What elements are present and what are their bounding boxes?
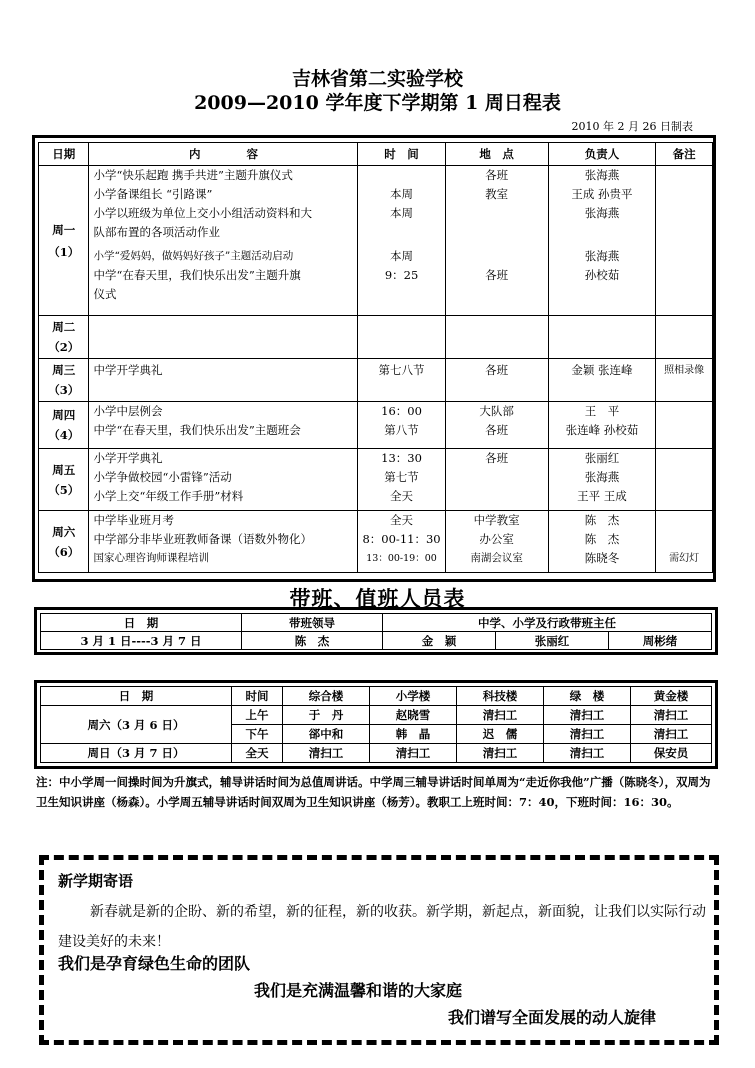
day-thursday: 周四 （4） — [39, 402, 89, 449]
content-monday: 小学“快乐起跑 携手共进”主题升旗仪式 小学备课组长 “引路课” 小学以班级为单位上交小小组活动资料和大 队部布置的各项活动作业 小学“爱妈妈，做妈妈好孩子”主题活动启动 中学“在春天里，我们快乐出发”主题升旗 仪式 — [89, 166, 358, 316]
wishes-paragraph: 新春就是新的企盼、新的希望，新的征程，新的收获。新学期，新起点，新面貌，让我们以实际行动建设美好的未来！ — [58, 904, 706, 950]
row-friday — [39, 449, 713, 511]
duty1-date: 3 月 1 日----3 月 7 日 — [41, 632, 242, 650]
header-place: 地 点 — [445, 143, 548, 166]
row-tuesday — [39, 316, 713, 359]
owner-friday: 张丽红 张海燕 王平 王成 — [548, 449, 656, 511]
content-thursday: 小学中层例会 中学“在春天里，我们快乐出发”主题班会 — [89, 402, 358, 449]
duty2-cell: 郤中和 — [283, 725, 370, 744]
wishes-title: 新学期寄语 — [58, 872, 134, 890]
duty2-cell: 韩 晶 — [370, 725, 457, 744]
duty2-cell: 保安员 — [631, 744, 712, 763]
row-monday — [39, 166, 713, 316]
time-wednesday: 第七八节 — [358, 359, 445, 402]
owner-thursday: 王 平 张连峰 孙校茹 — [548, 402, 656, 449]
duty2-cell: 清扫工 — [544, 725, 631, 744]
row-wednesday — [39, 359, 713, 402]
made-date: 2010 年 2 月 26 日制表 — [571, 120, 693, 133]
duty1-teacher: 周彬绪 — [609, 632, 712, 650]
time-monday: 本周 本周 本周 9：25 — [358, 166, 445, 316]
duty2-cell: 于 丹 — [283, 706, 370, 725]
duty1-teacher: 金 颖 — [383, 632, 496, 650]
duty2-cell: 全天 — [232, 744, 283, 763]
duty2-header-row — [41, 687, 712, 706]
duty1-teacher: 张丽红 — [496, 632, 609, 650]
duty2-cell: 清扫工 — [544, 744, 631, 763]
header-note: 备注 — [656, 143, 713, 166]
duty2-header: 时间 — [232, 687, 283, 706]
duty2-cell: 赵晓雪 — [370, 706, 457, 725]
duty2-cell: 清扫工 — [457, 706, 544, 725]
duty2-cell: 上午 — [232, 706, 283, 725]
time-saturday: 全天 8：00-11：30 13：00-19：00 — [358, 511, 445, 573]
owner-monday: 张海燕 王成 孙贵平 张海燕 张海燕 孙校茹 — [548, 166, 656, 316]
owner-saturday: 陈 杰 陈 杰 陈晓冬 — [548, 511, 656, 573]
day-saturday: 周六 （6） — [39, 511, 89, 573]
place-saturday: 中学教室 办公室 南湖会议室 — [445, 511, 548, 573]
day-monday: 周一 （1） — [39, 166, 89, 316]
duty2-sat-label: 周六（3 月 6 日） — [41, 706, 232, 744]
duty-building-table — [40, 686, 712, 763]
duty2-header: 科技楼 — [457, 687, 544, 706]
content-saturday: 中学毕业班月考 中学部分非毕业班教师备课（语数外物化） 国家心理咨询师课程培训 — [89, 511, 358, 573]
note-monday — [656, 166, 713, 316]
footnote: 注：中小学周一间操时间为升旗式，辅导讲话时间为总值周讲话。中学周三辅导讲话时间单周为“走近你我他”广播（陈晓冬），双周为卫生知识讲座（杨森）。小学周五辅导讲话时间双周为卫生知识讲座（杨芳）。教职工上班时间：7：40，下班时间：16：30。 — [36, 775, 711, 809]
duty2-sun-label: 周日（3 月 7 日） — [41, 744, 232, 763]
schedule-subtitle: 2009—2010 学年度下学期第 1 周日程表 — [194, 92, 561, 114]
duty1-header-leader: 带班领导 — [242, 614, 383, 632]
duty2-row-sun — [41, 744, 712, 763]
day-friday: 周五 （5） — [39, 449, 89, 511]
duty2-cell: 清扫工 — [631, 725, 712, 744]
day-tuesday: 周二 （2） — [39, 316, 89, 359]
wishes-line-1: 我们是孕育绿色生命的团队 — [58, 954, 251, 973]
row-thursday — [39, 402, 713, 449]
duty-title: 带班、值班人员表 — [289, 586, 466, 611]
duty2-row-sat-am — [41, 706, 712, 725]
duty2-cell: 清扫工 — [457, 744, 544, 763]
duty1-header-row — [41, 614, 712, 632]
time-friday: 13：30 第七节 全天 — [358, 449, 445, 511]
duty2-cell: 清扫工 — [631, 706, 712, 725]
place-monday: 各班 教室 各班 — [445, 166, 548, 316]
duty1-header-teachers: 中学、小学及行政带班主任 — [383, 614, 712, 632]
place-wednesday: 各班 — [445, 359, 548, 402]
wishes-line-3: 我们谱写全面发展的动人旋律 — [448, 1008, 657, 1027]
note-saturday: 需幻灯 — [656, 511, 713, 573]
header-content: 内 容 — [89, 143, 358, 166]
place-friday: 各班 — [445, 449, 548, 511]
duty1-row — [41, 632, 712, 650]
duty2-cell: 清扫工 — [283, 744, 370, 763]
duty-leader-table — [40, 613, 712, 650]
place-thursday: 大队部 各班 — [445, 402, 548, 449]
duty2-header: 日 期 — [41, 687, 232, 706]
header-time: 时 间 — [358, 143, 445, 166]
duty2-header: 黄金楼 — [631, 687, 712, 706]
time-thursday: 16：00 第八节 — [358, 402, 445, 449]
content-wednesday: 中学开学典礼 — [89, 359, 358, 402]
duty1-header-date: 日 期 — [41, 614, 242, 632]
school-title: 吉林省第二实验学校 — [291, 68, 463, 90]
note-wednesday: 照相录像 — [656, 359, 713, 402]
owner-wednesday: 金颖 张连峰 — [548, 359, 656, 402]
day-wednesday: 周三 （3） — [39, 359, 89, 402]
duty2-cell: 清扫工 — [370, 744, 457, 763]
duty1-leader: 陈 杰 — [242, 632, 383, 650]
content-friday: 小学开学典礼 小学争做校园“小雷锋”活动 小学上交“年级工作手册”材料 — [89, 449, 358, 511]
header-date: 日期 — [39, 143, 89, 166]
duty2-cell: 清扫工 — [544, 706, 631, 725]
duty2-cell: 下午 — [232, 725, 283, 744]
header-owner: 负责人 — [548, 143, 656, 166]
duty2-cell: 迟 儒 — [457, 725, 544, 744]
schedule-header-row — [39, 143, 713, 166]
duty2-header: 绿 楼 — [544, 687, 631, 706]
row-saturday — [39, 511, 713, 573]
duty2-header: 小学楼 — [370, 687, 457, 706]
duty2-header: 综合楼 — [283, 687, 370, 706]
wishes-line-2: 我们是充满温馨和谐的大家庭 — [254, 981, 463, 1000]
schedule-table — [38, 142, 713, 573]
